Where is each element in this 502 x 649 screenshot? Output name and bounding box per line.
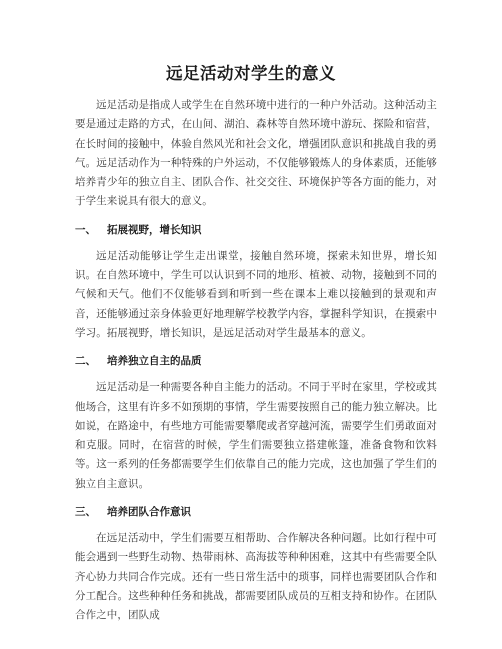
section-number-1: 一、: [75, 223, 96, 236]
section-paragraph-1: 远足活动能够让学生走出课堂，接触自然环境，探索未知世界，增长知识。在自然环境中，学生可以认识到不同的地形、植被、动物，接触到不同的气候和天气。他们不仅能够看到和听到一些在课本上难以接触到的景观和声音，还能够通过亲身体验更好地理解学校教学内容，掌握科学知识，在摸索中学习。拓展视野，增长知识，是远足活动对学生最基本的意义。: [75, 249, 437, 339]
section-number-2: 二、: [75, 355, 96, 368]
section-heading-1: [75, 221, 437, 239]
page-title: 远足活动对学生的意义: [166, 64, 336, 83]
intro-paragraph: 远足活动是指成人或学生在自然环境中进行的一种户外活动。这种活动主要是通过走路的方式，在山间、湖泊、森林等自然环境中游玩、探险和宿营，在长时间的接触中，体验自然风光和社会文化，增强团队意识和挑战自我的勇气。远足活动作为一种特殊的户外运动，不仅能够锻炼人的身体素质，还能够培养青少年的独立自主、团队合作、社交交往、环境保护等各方面的能力，对于学生来说具有很大的意义。: [75, 99, 437, 208]
section-heading-2: [75, 352, 437, 370]
section-heading-text-1: 拓展视野，增长知识: [107, 223, 202, 236]
section-heading-text-2: 培养独立自主的品质: [107, 355, 202, 368]
section-number-3: 三、: [75, 506, 96, 519]
section-heading-3: [75, 503, 437, 521]
section-paragraph-3: 在远足活动中，学生们需要互相帮助、合作解决各种问题。比如行程中可能会遇到一些野生动物、热带雨林、高海拔等种种困难，这其中有些需要全队齐心协力共同合作完成。还有一些日常生活中的琐事，同样也需要团队合作和分工配合。这些种种任务和挑战，都需要团队成员的互相支持和协作。在团队合作之中，团队成: [75, 532, 437, 622]
section-paragraph-2: 远足活动是一种需要各种自主能力的活动。不同于平时在家里，学校或其他场合，这里有许多不如预期的事情，学生需要按照自己的能力独立解决。比如说，在路途中，有些地方可能需要攀爬或者穿越河流，需要学生们勇敢面对和克服。同时，在宿营的时候，学生们需要独立搭建帐篷，准备食物和饮料等。这一系列的任务都需要学生们依靠自己的能力完成，这也加强了学生们的独立自主意识。: [75, 381, 437, 490]
document-body: [75, 96, 437, 626]
section-heading-text-3: 培养团队合作意识: [107, 506, 191, 519]
